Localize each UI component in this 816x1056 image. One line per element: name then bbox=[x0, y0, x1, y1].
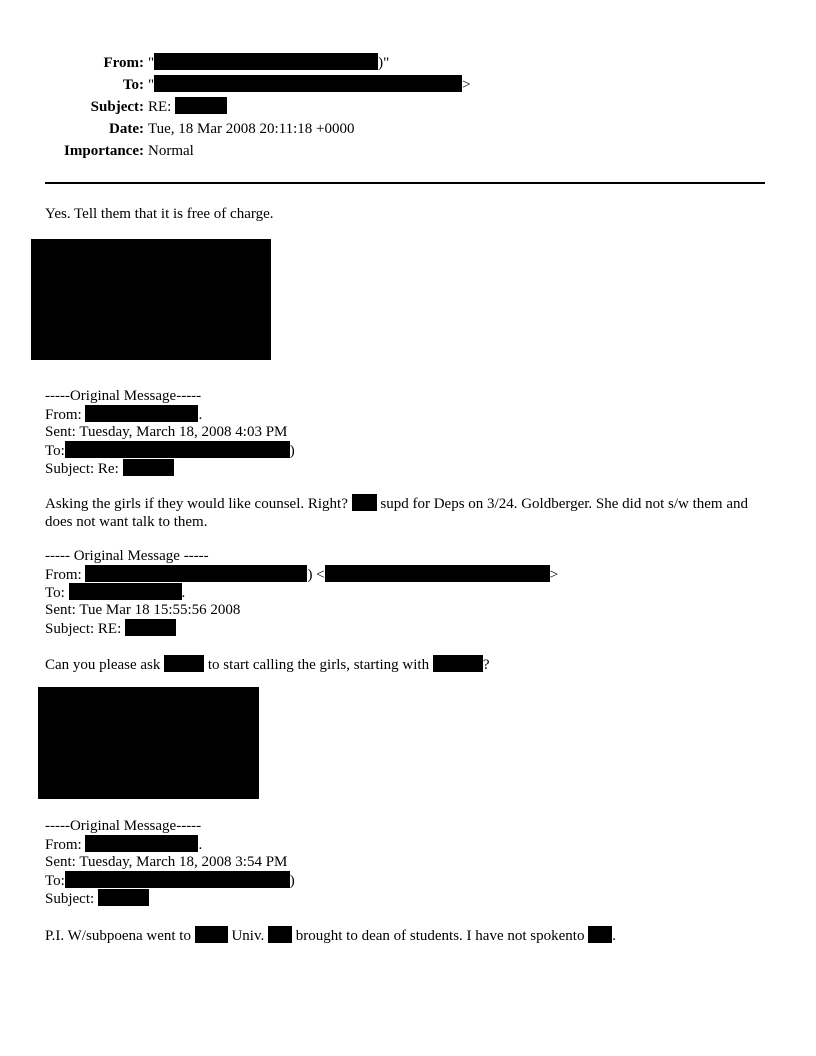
message3-from: From: ) < > bbox=[45, 567, 559, 583]
header-from-row bbox=[0, 53, 816, 73]
message3-separator: ----- Original Message ----- bbox=[45, 548, 209, 564]
header-importance-value: Normal bbox=[148, 143, 194, 159]
redaction-block bbox=[85, 565, 307, 582]
message4-sent: Sent: Tuesday, March 18, 2008 3:54 PM bbox=[45, 854, 288, 870]
header-from-value: " )" bbox=[148, 55, 390, 71]
header-to-label: To: bbox=[122, 77, 144, 93]
header-to-value: " > bbox=[148, 77, 471, 93]
header-importance-row bbox=[0, 141, 816, 161]
header-date-value: Tue, 18 Mar 2008 20:11:18 +0000 bbox=[148, 121, 355, 137]
redaction-block bbox=[65, 441, 290, 458]
redaction-block bbox=[98, 889, 149, 906]
redaction-block bbox=[125, 619, 176, 636]
redaction-block bbox=[433, 655, 483, 672]
message2-separator: -----Original Message----- bbox=[45, 388, 202, 404]
header-subject-value: RE: bbox=[148, 97, 227, 117]
message4-body: P.I. W/subpoena went to Univ. brought to dean of students. I have not spokento . bbox=[45, 928, 616, 944]
redaction-block bbox=[175, 97, 227, 114]
header-subject-row bbox=[0, 97, 816, 117]
message2-sent: Sent: Tuesday, March 18, 2008 4:03 PM bbox=[45, 424, 288, 440]
message3-subject: Subject: RE: bbox=[45, 619, 176, 638]
message4-subject: Subject: bbox=[45, 889, 149, 908]
redaction-block bbox=[85, 835, 198, 852]
message4-separator: -----Original Message----- bbox=[45, 818, 202, 834]
header-date-label: Date: bbox=[109, 121, 144, 137]
header-subject-label: Subject: bbox=[90, 99, 144, 115]
message2-to: To: ) bbox=[45, 443, 295, 459]
redaction-block-signature bbox=[38, 687, 259, 799]
redaction-block bbox=[154, 75, 462, 92]
reply-text: Yes. Tell them that it is free of charge. bbox=[45, 206, 274, 222]
redaction-block bbox=[65, 871, 290, 888]
redaction-block bbox=[123, 459, 174, 476]
message2-body: Asking the girls if they would like counsel. Right? supd for Deps on 3/24. Goldberger. She did not s/w them and does not want talk to them. bbox=[45, 496, 748, 530]
redaction-block bbox=[352, 494, 377, 511]
message4-from: From: . bbox=[45, 837, 203, 853]
redaction-block-signature bbox=[31, 239, 271, 360]
redaction-block bbox=[164, 655, 204, 672]
message2-subject: Subject: Re: bbox=[45, 459, 174, 478]
redaction-block bbox=[325, 565, 550, 582]
message3-body: Can you please ask to start calling the girls, starting with ? bbox=[45, 657, 490, 673]
redaction-block bbox=[154, 53, 378, 70]
header-from-label: From: bbox=[103, 55, 144, 71]
header-date-row bbox=[0, 119, 816, 139]
header-to-row bbox=[0, 75, 816, 95]
header-importance-label: Importance: bbox=[64, 143, 144, 159]
redaction-block bbox=[268, 926, 292, 943]
message3-to: To: . bbox=[45, 585, 186, 601]
redaction-block bbox=[588, 926, 612, 943]
redaction-block bbox=[69, 583, 182, 600]
redaction-block bbox=[85, 405, 198, 422]
redaction-block bbox=[195, 926, 228, 943]
header-divider bbox=[45, 182, 765, 184]
message4-to: To: ) bbox=[45, 873, 295, 889]
message3-sent: Sent: Tue Mar 18 15:55:56 2008 bbox=[45, 602, 241, 618]
message2-from: From: . bbox=[45, 407, 203, 423]
